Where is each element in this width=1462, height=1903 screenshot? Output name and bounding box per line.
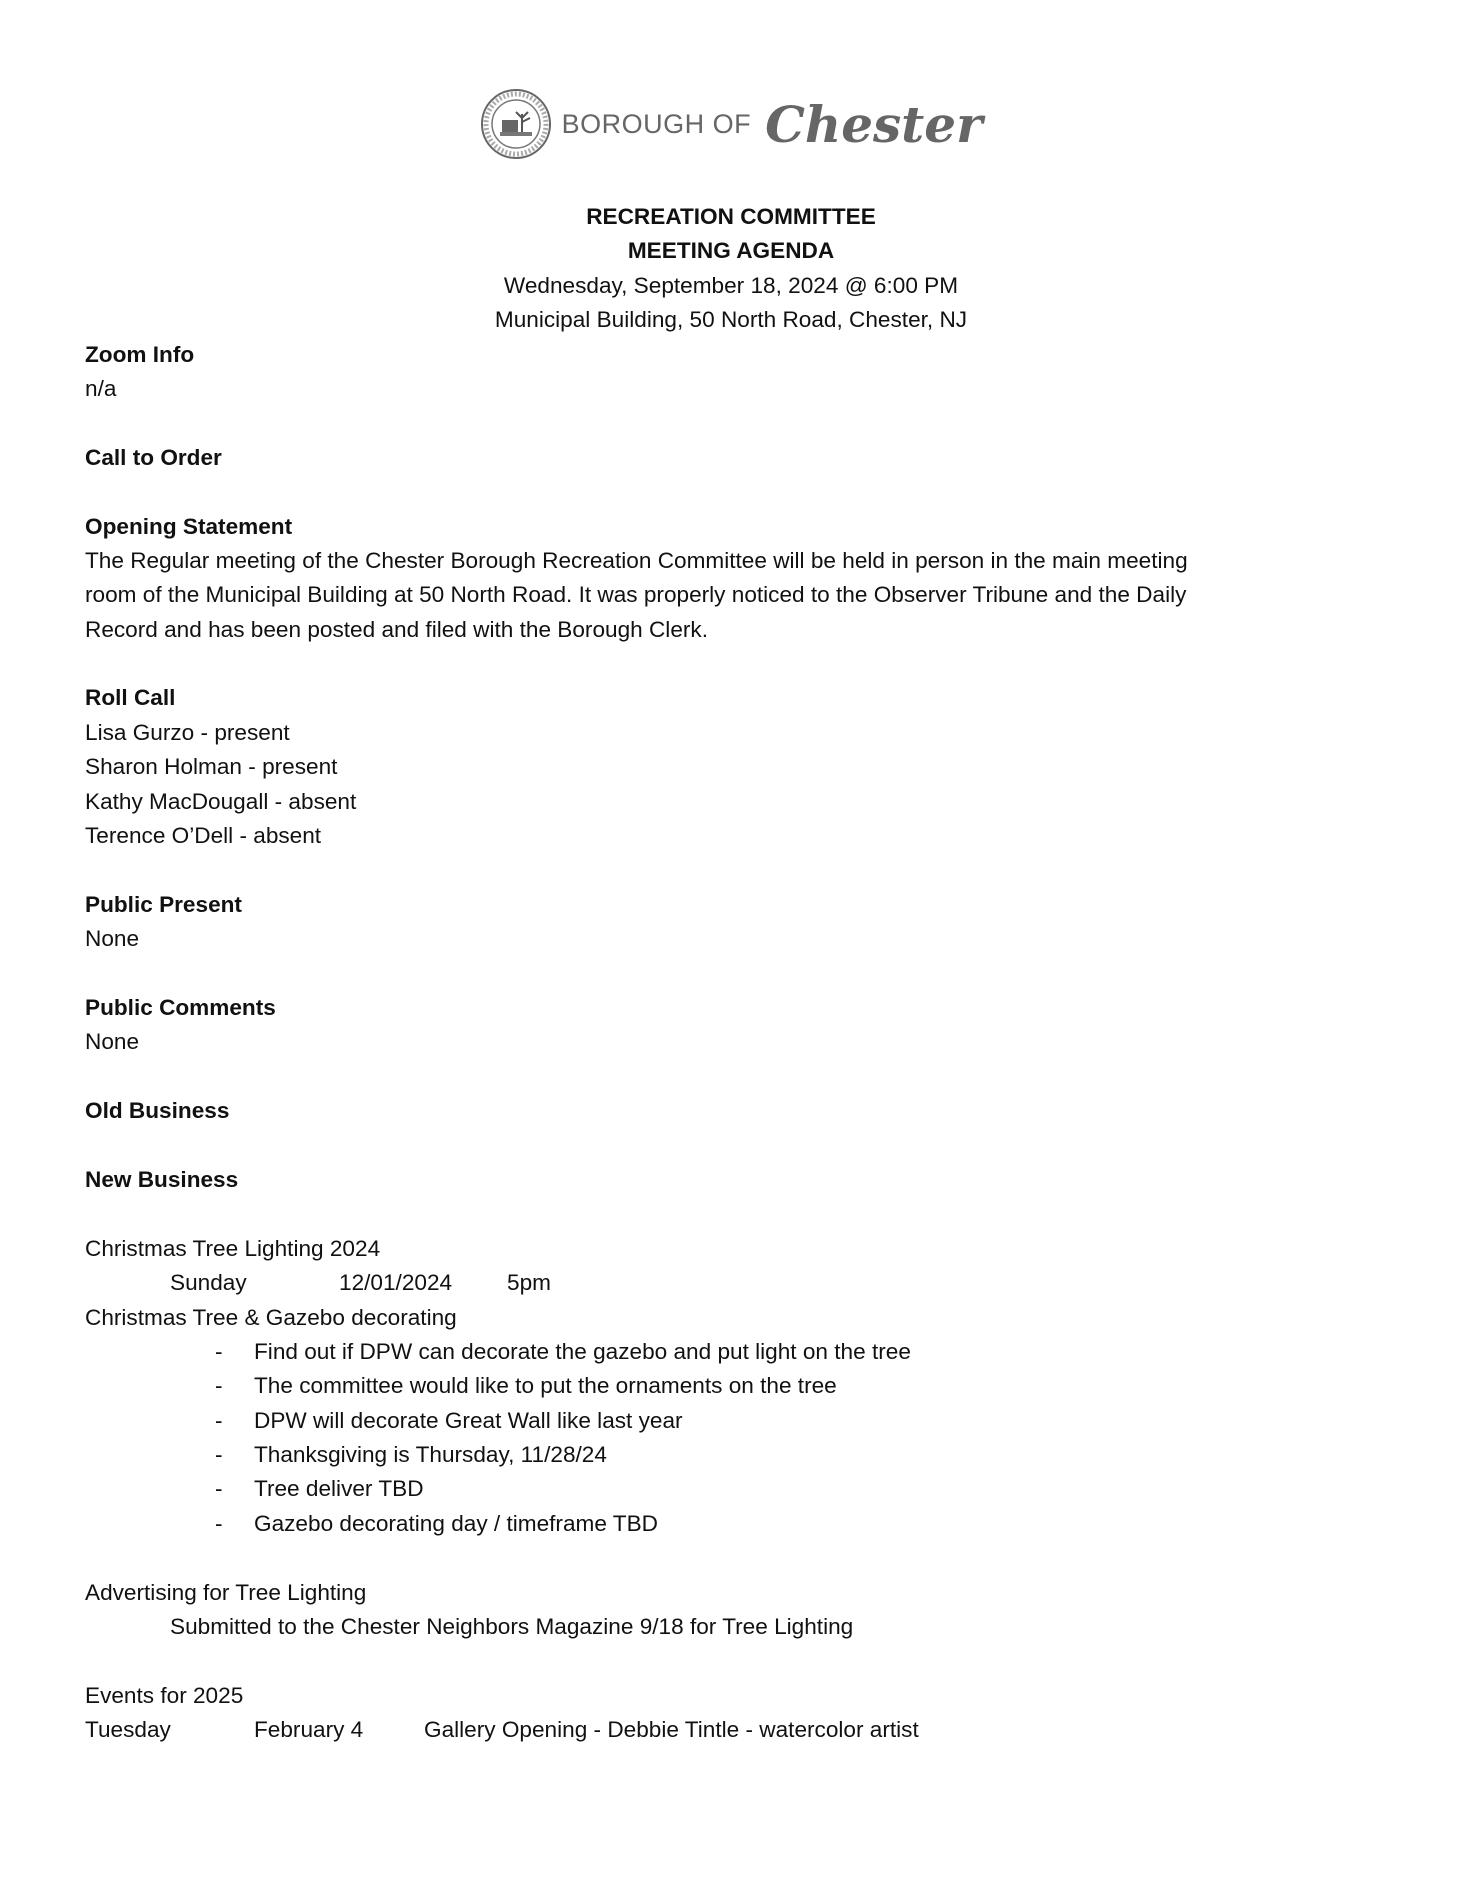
old-business-heading: Old Business — [85, 1098, 230, 1124]
bullet-dash: - — [215, 1442, 223, 1468]
public-present-value: None — [85, 926, 140, 952]
meeting-datetime: Wednesday, September 18, 2024 @ 6:00 PM — [503, 272, 959, 298]
zoom-value: n/a — [85, 375, 117, 401]
bullet-dash: - — [215, 1338, 223, 1364]
decorating-item-text: DPW will decorate Great Wall like last year — [254, 1407, 683, 1433]
zoom-heading: Zoom Info — [85, 341, 195, 367]
event-date: February 4 — [254, 1717, 364, 1743]
new-business-heading: New Business — [85, 1166, 239, 1192]
bullet-dash: - — [215, 1373, 223, 1399]
decorating-item — [85, 1438, 1375, 1472]
tree-lighting-title: Christmas Tree Lighting 2024 — [85, 1235, 381, 1261]
events-title: Events for 2025 — [85, 1682, 244, 1708]
borough-logo — [0, 88, 1462, 160]
title-line-1: RECREATION COMMITTEE — [586, 204, 876, 229]
opening-heading: Opening Statement — [85, 513, 293, 539]
decorating-title: Christmas Tree & Gazebo decorating — [85, 1304, 457, 1330]
decorating-item-text: Tree deliver TBD — [254, 1476, 424, 1502]
tree-lighting-time: 5pm — [507, 1270, 551, 1296]
opening-text-line: Record and has been posted and filed with the Borough Clerk. — [85, 616, 708, 642]
meeting-location: Municipal Building, 50 North Road, Chester, NJ — [494, 307, 968, 333]
borough-seal-icon — [480, 88, 552, 160]
tree-lighting-day: Sunday — [170, 1270, 247, 1296]
event-row — [85, 1713, 1375, 1747]
roll-call-member: Sharon Holman - present — [85, 754, 338, 780]
title-line-2: MEETING AGENDA — [627, 238, 835, 264]
bullet-dash: - — [215, 1476, 223, 1502]
logo-prefix: BOROUGH OF — [561, 108, 752, 139]
decorating-item — [85, 1472, 1375, 1506]
advertising-detail: Submitted to the Chester Neighbors Magazine 9/18 for Tree Lighting — [170, 1614, 854, 1640]
opening-text-line: room of the Municipal Building at 50 North Road. It was properly noticed to the Observer Tribune and the Daily — [85, 582, 1187, 608]
public-present-heading: Public Present — [85, 891, 242, 917]
public-comments-value: None — [85, 1029, 140, 1055]
public-comments-heading: Public Comments — [85, 994, 276, 1020]
roll-call-member: Lisa Gurzo - present — [85, 719, 290, 745]
roll-call-heading: Roll Call — [85, 685, 176, 711]
bullet-dash: - — [215, 1510, 223, 1536]
logo-name: Chester — [765, 94, 983, 154]
opening-text-line: The Regular meeting of the Chester Borough Recreation Committee will be held in person in the main meeting — [85, 547, 1188, 573]
decorating-item — [85, 1507, 1375, 1541]
decorating-item-text: The committee would like to put the ornaments on the tree — [254, 1373, 837, 1399]
event-description: Gallery Opening - Debbie Tintle - watercolor artist — [424, 1717, 919, 1743]
agenda-document — [85, 200, 1375, 1748]
decorating-item — [85, 1404, 1375, 1438]
bullet-dash: - — [215, 1407, 223, 1433]
advertising-title: Advertising for Tree Lighting — [85, 1579, 367, 1605]
decorating-item — [85, 1335, 1375, 1369]
tree-lighting-date: 12/01/2024 — [339, 1270, 453, 1296]
decorating-item — [85, 1369, 1375, 1403]
decorating-item-text: Gazebo decorating day / timeframe TBD — [254, 1510, 658, 1536]
call-to-order-heading: Call to Order — [85, 444, 222, 470]
decorating-item-text: Thanksgiving is Thursday, 11/28/24 — [254, 1442, 607, 1468]
roll-call-member: Kathy MacDougall - absent — [85, 788, 357, 814]
decorating-item-text: Find out if DPW can decorate the gazebo and put light on the tree — [254, 1338, 911, 1364]
roll-call-member: Terence O’Dell - absent — [85, 823, 322, 849]
event-day: Tuesday — [85, 1717, 171, 1743]
tree-lighting-schedule — [85, 1266, 1375, 1300]
